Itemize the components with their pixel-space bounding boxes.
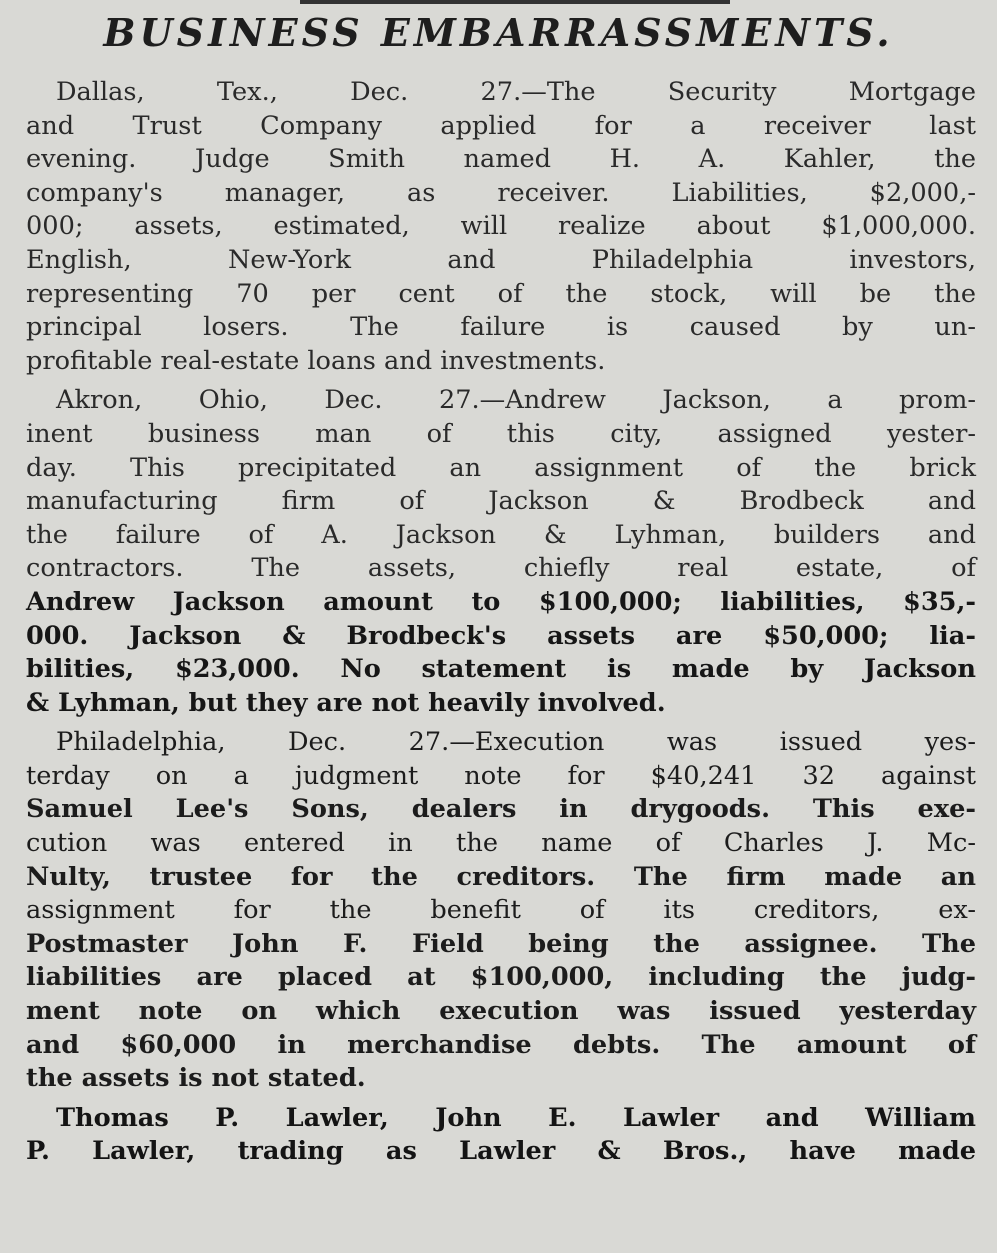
text-line: 000; assets, estimated, will realize about $1,000,000. bbox=[26, 211, 976, 242]
paragraph-dallas bbox=[26, 76, 976, 378]
text-line: 000. Jackson & Brodbeck's assets are $50,000; lia- bbox=[26, 620, 976, 651]
text-line: manufacturing firm of Jackson & Brodbeck and bbox=[26, 486, 976, 517]
text-line: profitable real-estate loans and investments. bbox=[26, 345, 606, 376]
text-line: Nulty, trustee for the creditors. The firm made an bbox=[26, 861, 976, 892]
text-line: terday on a judgment note for $40,241 32 against bbox=[26, 760, 976, 791]
text-line: Andrew Jackson amount to $100,000; liabilities, $35,- bbox=[26, 586, 976, 617]
text-line: Postmaster John F. Field being the assignee. The bbox=[26, 928, 976, 959]
text-line: principal losers. The failure is caused by un- bbox=[26, 312, 976, 343]
text-line: Akron, Ohio, Dec. 27.—Andrew Jackson, a prom- bbox=[56, 385, 976, 416]
text-line: cution was entered in the name of Charles J. Mc- bbox=[26, 828, 976, 859]
text-line: day. This precipitated an assignment of the brick bbox=[26, 452, 976, 483]
paragraph-philadelphia bbox=[26, 726, 976, 1096]
paragraph-lawler bbox=[26, 1102, 976, 1169]
text-line: the assets is not stated. bbox=[26, 1063, 366, 1094]
text-line: assignment for the benefit of its creditors, ex- bbox=[26, 895, 976, 926]
text-line: liabilities are placed at $100,000, including the judg- bbox=[26, 962, 976, 993]
text-line: P. Lawler, trading as Lawler & Bros., have made bbox=[26, 1136, 976, 1167]
text-line: and Trust Company applied for a receiver last bbox=[26, 110, 976, 141]
text-line: inent business man of this city, assigned yester- bbox=[26, 418, 976, 449]
paragraph-akron bbox=[26, 384, 976, 720]
text-line: Philadelphia, Dec. 27.—Execution was issued yes- bbox=[56, 727, 976, 758]
article-headline: BUSINESS EMBARRASSMENTS. bbox=[103, 10, 894, 55]
text-line: the failure of A. Jackson & Lyhman, builders and bbox=[26, 519, 976, 550]
text-line: Samuel Lee's Sons, dealers in drygoods. This exe- bbox=[26, 794, 976, 825]
text-line: and $60,000 in merchandise debts. The amount of bbox=[26, 1029, 976, 1060]
text-line: bilities, $23,000. No statement is made by Jackson bbox=[26, 654, 976, 685]
text-line: & Lyhman, but they are not heavily involved. bbox=[26, 687, 666, 718]
top-rule bbox=[300, 0, 730, 4]
article-body bbox=[26, 76, 976, 1175]
text-line: contractors. The assets, chiefly real estate, of bbox=[26, 553, 976, 584]
text-line: representing 70 per cent of the stock, will be the bbox=[26, 278, 976, 309]
text-line: Dallas, Tex., Dec. 27.—The Security Mortgage bbox=[56, 77, 976, 107]
text-line: Thomas P. Lawler, John E. Lawler and William bbox=[56, 1102, 976, 1133]
text-line: evening. Judge Smith named H. A. Kahler, the bbox=[26, 144, 976, 175]
text-line: company's manager, as receiver. Liabilities, $2,000,- bbox=[26, 177, 976, 208]
text-line: English, New-York and Philadelphia investors, bbox=[26, 244, 976, 275]
text-line: ment note on which execution was issued yesterday bbox=[26, 996, 976, 1027]
